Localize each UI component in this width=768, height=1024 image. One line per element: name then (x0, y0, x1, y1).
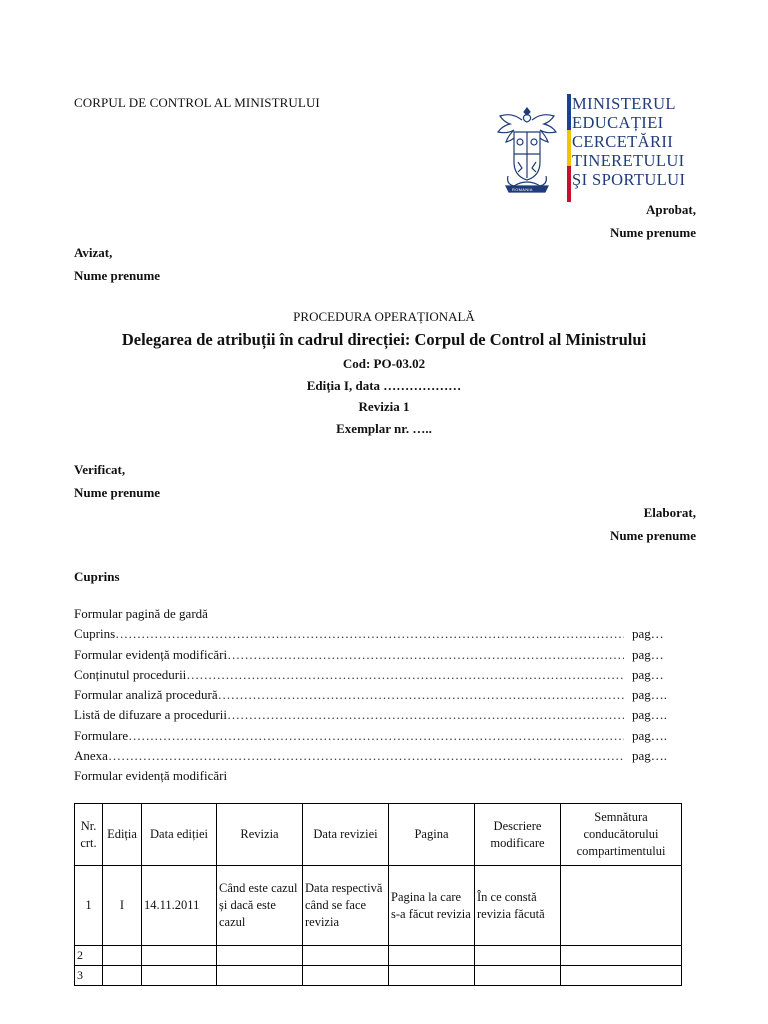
toc-page: pag… (632, 666, 664, 682)
table-cell (475, 966, 561, 986)
ministry-line: TINERETULUI (572, 151, 685, 170)
table-cell (142, 966, 217, 986)
toc-leader (227, 645, 624, 665)
endorsed-block (74, 242, 160, 287)
toc-label: Formulare (74, 727, 129, 743)
ministry-line: EDUCAȚIEI (572, 113, 664, 132)
toc-item: Formular evidență modificări (74, 768, 228, 784)
toc-page: pag… (632, 646, 664, 662)
table-cell (561, 966, 682, 986)
procedure-edition: Ediția I, data ……………… (306, 377, 462, 393)
crest-banner-label: ROMANIA (512, 187, 533, 192)
prepared-block (610, 502, 696, 547)
table-cell (475, 946, 561, 966)
table-cell (389, 966, 475, 986)
toc-page: pag…. (632, 748, 668, 764)
toc-page: pag…. (632, 687, 668, 703)
table-cell: În ce constă revizia făcută (475, 866, 561, 946)
toc-item (74, 624, 684, 644)
institution-name: CORPUL DE CONTROL AL MINISTRULUI (74, 95, 320, 110)
table-cell (389, 946, 475, 966)
column-header: Ediția (103, 804, 142, 866)
table-cell (217, 946, 303, 966)
toc-label: Formular analiză procedură (74, 687, 218, 703)
table-cell: I (103, 866, 142, 946)
column-header: Descriere modificare (475, 804, 561, 866)
column-header: Semnătura conducătorului compartimentului (561, 804, 682, 866)
verified-block (74, 459, 160, 504)
toc-leader (218, 685, 624, 705)
toc-leader (108, 746, 624, 766)
approved-label: Aprobat, (646, 202, 696, 217)
flag-stripe-blue (567, 94, 571, 130)
toc-label: Formular evidență modificări (74, 646, 228, 662)
table-of-contents (74, 604, 684, 787)
toc-leader (186, 665, 624, 685)
procedure-title: Delegarea de atribuții în cadrul direcției: Corpul de Control al Ministrului (121, 330, 647, 349)
procedure-revision: Revizia 1 (358, 399, 410, 414)
table-cell: 14.11.2011 (142, 866, 217, 946)
column-header: Pagina (389, 804, 475, 866)
ministry-line: CERCETĂRII (572, 132, 674, 151)
table-header-row (75, 804, 682, 866)
table-cell (103, 966, 142, 986)
procedure-code: Cod: PO-03.02 (342, 356, 426, 371)
contents-heading: Cuprins (74, 569, 120, 584)
procedure-block (0, 307, 768, 439)
toc-page: pag… (632, 626, 664, 642)
modifications-table (74, 803, 682, 986)
toc-item (74, 685, 684, 705)
toc-page: pag…. (632, 727, 668, 743)
toc-label: Listă de difuzare a procedurii (74, 707, 228, 723)
table-cell (303, 966, 389, 986)
toc-label: Conținutul procedurii (74, 666, 187, 682)
toc-item (74, 665, 684, 685)
approved-block (610, 199, 696, 244)
ministry-line: ŞI SPORTULUI (572, 170, 686, 189)
endorsed-label: Avizat, (74, 245, 113, 260)
table-row (75, 946, 682, 966)
prepared-label: Elaborat, (643, 505, 696, 520)
procedure-kind: PROCEDURA OPERAȚIONALĂ (293, 309, 475, 324)
table-cell (561, 866, 682, 946)
approved-name: Nume prenume (609, 224, 696, 240)
table-cell (103, 946, 142, 966)
table-cell: Data respectivă când se face revizia (303, 866, 389, 946)
table-cell (303, 946, 389, 966)
table-row (75, 966, 682, 986)
column-header: Data reviziei (303, 804, 389, 866)
ministry-line: MINISTERUL (572, 94, 676, 113)
romania-coat-of-arms-icon (494, 104, 560, 196)
flag-stripe-yellow (567, 130, 571, 166)
toc-leader (227, 705, 624, 725)
ministry-logo (492, 94, 692, 202)
toc-label: Anexa (74, 748, 108, 764)
toc-item (74, 726, 684, 746)
table-cell (142, 946, 217, 966)
ministry-name (572, 94, 685, 189)
prepared-name: Nume prenume (609, 527, 696, 543)
table-cell: Pagina la care s-a făcut revizia (389, 866, 475, 946)
table-cell (561, 946, 682, 966)
verified-label: Verificat, (74, 462, 126, 477)
procedure-copy: Exemplar nr. ….. (336, 420, 432, 436)
toc-leader (115, 624, 624, 644)
toc-item (74, 645, 684, 665)
table-cell (217, 966, 303, 986)
column-header: Revizia (217, 804, 303, 866)
flag-stripe-red (567, 166, 571, 202)
endorsed-name: Nume prenume (74, 267, 161, 283)
table-cell: Când este cazul și dacă este cazul (217, 866, 303, 946)
table-cell: 2 (75, 946, 103, 966)
toc-label: Cuprins (74, 626, 116, 642)
table-cell: 3 (75, 966, 103, 986)
toc-leader (128, 726, 624, 746)
column-header: Nr. crt. (75, 804, 103, 866)
verified-name: Nume prenume (74, 484, 161, 500)
toc-item (74, 746, 684, 766)
toc-page: pag…. (632, 707, 668, 723)
table-cell: 1 (75, 866, 103, 946)
column-header: Data ediției (142, 804, 217, 866)
toc-item: Formular pagină de gardă (74, 606, 208, 621)
toc-item (74, 705, 684, 725)
table-row (75, 866, 682, 946)
